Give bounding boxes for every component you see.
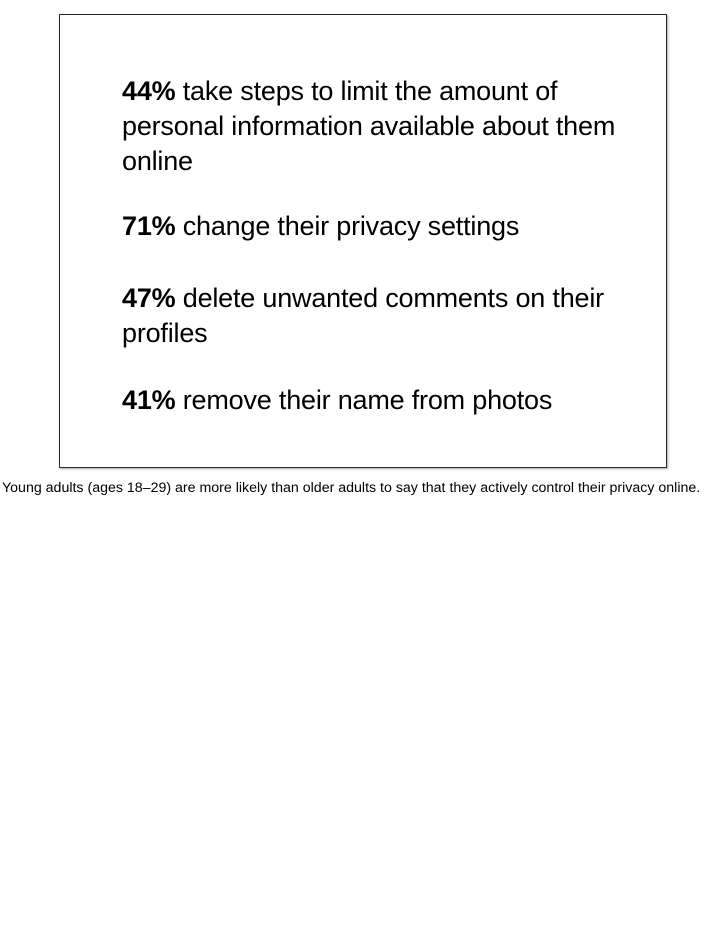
stat-remove-name-from-photos bbox=[122, 383, 622, 418]
stat-delete-comments bbox=[122, 281, 622, 351]
stat-limit-personal-info bbox=[122, 74, 622, 179]
stat-percent: 44% bbox=[122, 76, 176, 106]
stat-text: delete unwanted comments on their profiles bbox=[122, 283, 604, 348]
stat-text: remove their name from photos bbox=[175, 385, 553, 415]
stat-text: take steps to limit the amount of personal information available about them online bbox=[122, 76, 616, 176]
stat-percent: 71% bbox=[122, 211, 176, 241]
stat-text: change their privacy settings bbox=[175, 211, 520, 241]
stat-percent: 41% bbox=[122, 385, 176, 415]
slide-frame bbox=[59, 14, 667, 468]
speaker-notes: Young adults (ages 18–29) are more likely than older adults to say that they actively control their privacy online. bbox=[2, 480, 701, 496]
stat-percent: 47% bbox=[122, 283, 176, 313]
stat-change-privacy-settings bbox=[122, 209, 622, 244]
